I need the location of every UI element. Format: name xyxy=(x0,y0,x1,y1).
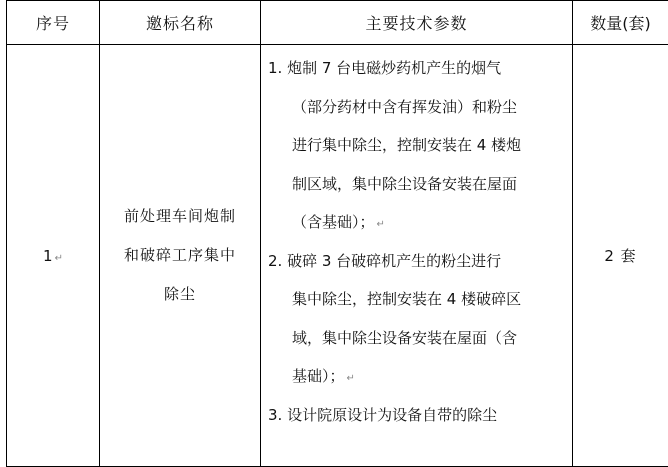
row-name-cell xyxy=(100,45,260,466)
row-params xyxy=(268,49,568,434)
param-line: 2. 破碎 3 台破碎机产生的粉尘进行 xyxy=(268,251,502,270)
row-name xyxy=(124,197,236,314)
param-line: （含基础）； ↵ xyxy=(292,213,385,231)
param-line: 1. 炮制 7 台电磁炒药机产生的烟气 xyxy=(268,59,502,77)
param-line: 域，集中除尘设备安装在屋面（含 xyxy=(292,328,518,347)
param-line: （部分药材中含有挥发油）和粉尘 xyxy=(292,97,518,116)
paragraph-mark-icon: ↵ xyxy=(346,373,355,384)
row-name-line: 和破碎工序集中 xyxy=(123,246,236,264)
row-seq-cell xyxy=(7,45,99,466)
row-name-line: 前处理车间炮制 xyxy=(123,207,236,225)
param-line: 集中除尘，控制安装在 4 楼破碎区 xyxy=(292,290,522,308)
row-seq: 1 ↵ xyxy=(43,246,63,265)
param-line: 进行集中除尘，控制安装在 4 楼炮 xyxy=(292,136,522,154)
row-qty-cell xyxy=(573,45,668,466)
param-line: 3. 设计院原设计为设备自带的除尘 xyxy=(268,405,498,424)
header-qty: 数量(套) xyxy=(590,13,651,33)
row-qty: 2 套 xyxy=(604,247,637,265)
paragraph-mark-icon: ↵ xyxy=(54,252,63,264)
col-divider-2 xyxy=(260,0,261,467)
header-seq: 序号 xyxy=(35,13,70,33)
param-line: 基础）； ↵ xyxy=(292,367,355,385)
paragraph-mark-icon: ↵ xyxy=(376,219,385,230)
row-name-line: 除尘 xyxy=(163,285,196,303)
header-name: 邀标名称 xyxy=(145,13,214,33)
header-params: 主要技术参数 xyxy=(365,13,468,33)
param-line: 制区域，集中除尘设备安装在屋面 xyxy=(292,174,518,193)
